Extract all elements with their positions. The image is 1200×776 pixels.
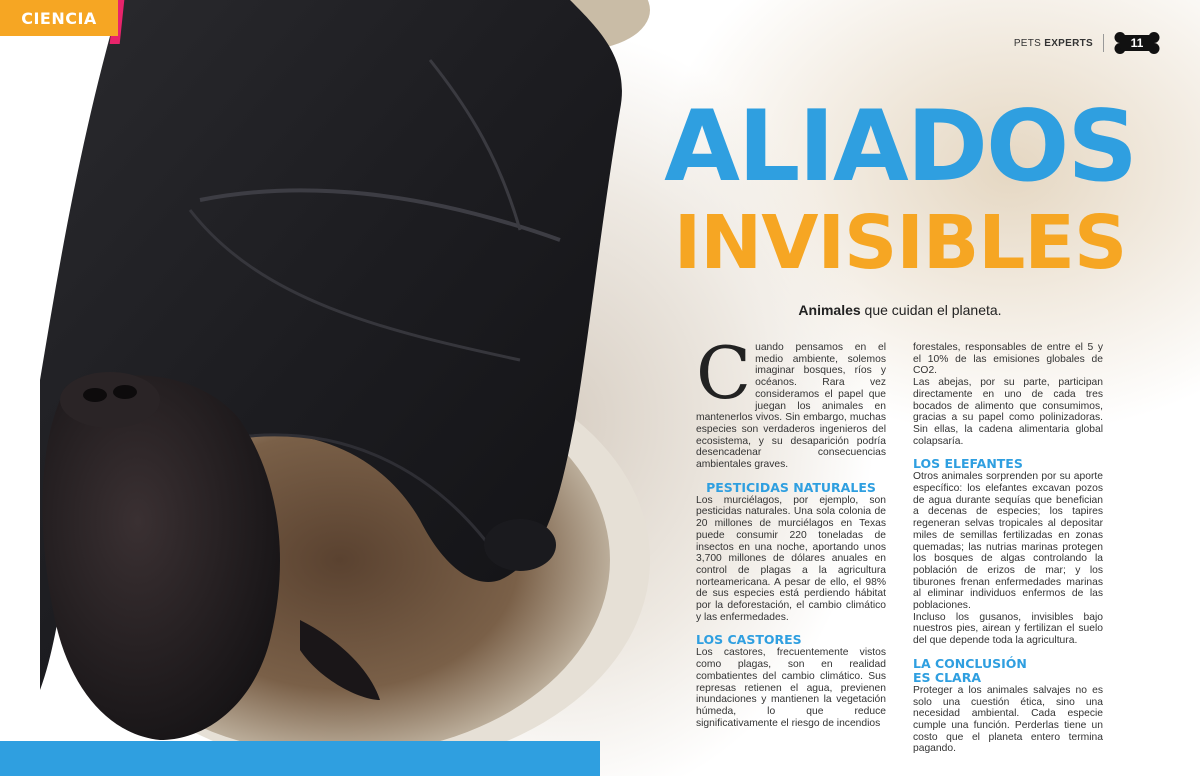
- heading-castores: LOS CASTORES: [696, 632, 802, 648]
- bottom-color-bar: [0, 741, 600, 776]
- article-column-2: [913, 342, 1103, 755]
- heading-elefantes: LOS ELEFANTES: [913, 456, 1023, 472]
- article-column-1: [696, 331, 886, 729]
- bone-icon: [1114, 32, 1160, 54]
- title-line-1: ALIADOS: [664, 90, 1136, 204]
- heading-conclusion-line-2: ES CLARA: [913, 669, 982, 685]
- page-number: 11: [1130, 36, 1144, 50]
- subtitle: [690, 302, 1110, 318]
- paragraph-abejas: Las abejas, por su parte, participan directamente en uno de cada tres bocados de alimento que consumimos, gracias a su papel como polinizadoras. Sin ellas, la cadena alimentaria global colapsaría.: [913, 377, 1103, 447]
- heading-pesticidas: PESTICIDAS NATURALES: [706, 479, 876, 495]
- subtitle-bold: Animales: [798, 302, 861, 318]
- header-divider: [1103, 34, 1104, 52]
- magazine-name-light: PETS: [1013, 37, 1045, 49]
- paragraph-gusanos: Incluso los gusanos, invisibles bajo nuestros pies, airean y fertilizan el suelo del que depende toda la agricultura.: [913, 611, 1103, 647]
- heading-conclusion-line-1: LA CONCLUSIÓN: [913, 655, 1027, 671]
- heading-conclusion: [913, 657, 1103, 685]
- paragraph-pesticidas: Los murciélagos, por ejemplo, son pesticidas naturales. Una sola colonia de 20 millones de murciélagos en Texas puede consumir 220 toneladas de insectos en una noche, aportando unos 3,700 millones de dólares anuales en control de plagas a la agricultura norteamericana. A pesar de ello, el 98% de sus especies está perdiendo hábitat por la deforestación, el cambio climático y las enfermedades.: [696, 494, 886, 623]
- intro-text: uando pensamos en el medio ambiente, solemos imaginar bosques, ríos y océanos. Rara vez consideramos el papel que juegan los animales en mantenerlos vivos. Sin embargo, muchas especies son verdaderos ingenieros del ecosistema, y su desaparición podría desencadenar consecuencias ambientales graves.: [696, 342, 886, 471]
- paragraph-castores-continued: forestales, responsables de entre el 5 y el 10% de las emisiones globales de CO2.: [913, 342, 1103, 377]
- magazine-name: [1014, 38, 1093, 49]
- subtitle-rest: que cuidan el planeta.: [860, 302, 1002, 318]
- section-label: CIENCIA: [21, 9, 97, 28]
- title-line-2: INVISIBLES: [673, 200, 1127, 286]
- paragraph-elefantes: Otros animales sorprenden por su aporte específico: los elefantes excavan pozos de agua durante sequías que benefician a decenas de especies; los tapires regeneran selvas tropicales al depositar miles de semillas fertilizadas en zonas quemadas; las nutrias marinas protegen los bosques de algas controlando la población de erizos de mar; y los tiburones frenan enfermedades marinas al eliminar individuos enfermos de las poblaciones.: [913, 471, 1103, 612]
- paragraph-conclusion: Proteger a los animales salvajes no es solo una cuestión ética, sino una necesidad ambiental. Cada especie cumple una función. Perderlas tiene un costo que el planeta entero termina pagando.: [913, 684, 1103, 755]
- magazine-name-bold: EXPERTS: [1044, 37, 1093, 49]
- drop-cap: C: [696, 331, 752, 415]
- paragraph-castores: Los castores, frecuentemente vistos como plagas, son en realidad combatientes del cambio climático. Sus represas retienen el agua, previenen inundaciones y mantienen la vegetación húmeda, lo que reduce significativamente el riesgo de incendios: [696, 647, 886, 729]
- intro-paragraph: [696, 331, 886, 471]
- page-header: [1014, 30, 1160, 56]
